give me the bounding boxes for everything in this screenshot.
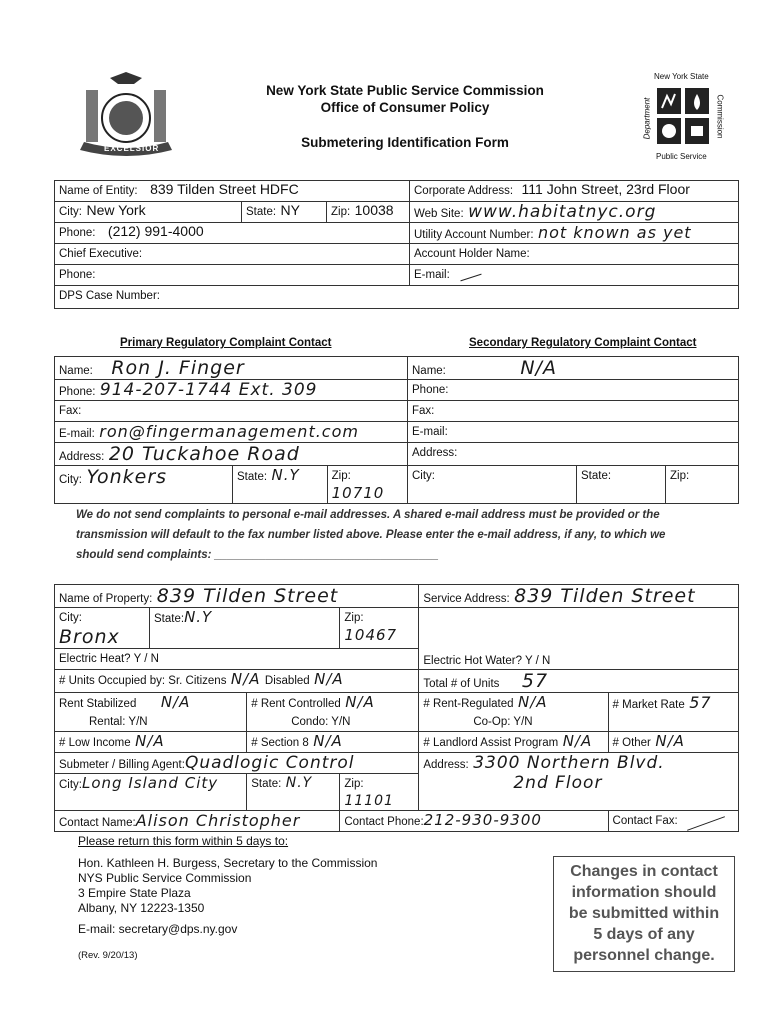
primary-contact-title: Primary Regulatory Complaint Contact <box>120 337 332 349</box>
agent-address-line2[interactable]: 2nd Floor <box>513 773 603 793</box>
seal-motto: EXCELSIOR <box>104 144 160 153</box>
rent-regulated[interactable]: N/A <box>517 693 548 711</box>
account-holder-label: Account Holder Name: <box>414 248 530 260</box>
primary-phone[interactable]: 914-207-1744 Ext. 309 <box>99 380 318 400</box>
primary-state[interactable]: N.Y <box>271 466 300 484</box>
entity-name[interactable]: 839 Tilden Street HDFC <box>150 181 299 197</box>
primary-name[interactable]: Ron J. Finger <box>111 357 245 379</box>
low-income[interactable]: N/A <box>135 732 165 750</box>
chief-executive-label: Chief Executive: <box>59 248 143 260</box>
property-city[interactable]: Bronx <box>59 626 120 648</box>
condo-yn[interactable]: Condo: Y/N <box>291 716 351 728</box>
entity-phone[interactable]: (212) 991-4000 <box>107 223 204 239</box>
agent-zip[interactable]: 11101 <box>344 793 394 809</box>
coop-yn[interactable]: Co-Op: Y/N <box>473 716 533 728</box>
notice-text: We do not send complaints to personal e-mail addresses. A shared e-mail address must be provided or the transmission will default to the fax number listed above. Please enter the e-mail address, if any, to which we should send complaints: ___________________________________ <box>76 509 666 561</box>
agent-address-line1[interactable]: 3300 Northern Blvd. <box>473 753 665 773</box>
entity-table: Name of Entity: 839 Tilden Street HDFC Corporate Address: 111 John Street, 23rd Floor City: New York State: NY Zip: 10038 Web Site: www.habitatnyc.org Phone: (212) 991-4000 Utility Account Number: not known as yet Chief Executive: Account Holder Name: Phone: E-mail: DPS Case Number: <box>54 180 739 309</box>
rent-stabilized[interactable]: N/A <box>160 693 191 711</box>
total-units[interactable]: 57 <box>521 670 549 692</box>
billing-agent[interactable]: Quadlogic Control <box>184 753 355 773</box>
other-count[interactable]: N/A <box>655 732 685 750</box>
entity-email-label: E-mail: <box>414 269 450 281</box>
office-title: Office of Consumer Policy <box>320 100 490 115</box>
rental-yn[interactable]: Rental: Y/N <box>89 716 148 728</box>
email-dash <box>461 274 482 282</box>
property-zip[interactable]: 10467 <box>344 626 398 644</box>
landlord-assist[interactable]: N/A <box>562 732 593 750</box>
property-name[interactable]: 839 Tilden Street <box>156 585 339 607</box>
phone2-label: Phone: <box>59 269 96 281</box>
entity-state[interactable]: NY <box>280 202 300 218</box>
contacts-table: Name: Ron J. Finger Name: N/A Phone: 914-207-1744 Ext. 309 Phone: Fax: Fax: E-mail: ron@fingermanagement.com E-mail: Address: 20 Tuckahoe Road Address: City: Yonkers State: N.Y Zip: 10710 City: State: Zip: <box>54 356 739 504</box>
market-rate[interactable]: 57 <box>689 693 712 712</box>
fax-dash <box>687 816 725 831</box>
entity-website[interactable]: www.habitatnyc.org <box>468 202 657 222</box>
service-address[interactable]: 839 Tilden Street <box>514 585 696 607</box>
change-notice-box: Changes in contact information should be submitted within 5 days of any personnel change. <box>553 856 735 972</box>
property-table: Name of Property: 839 Tilden Street Service Address: 839 Tilden Street City: Bronx State:N.Y Zip: 10467 Electric Hot Water? Y / N Electric Heat? Y / N # Units Occupied by: Sr. Citizens N/A Disabled N/A Total # of Units 57 Rent Stabilized N/A Rental: Y/N # Rent Controlled N/A Condo: Y/N # Rent-Regulated N/A Co-Op: Y/N # Market Rate 57 # Low Income N/A # Section 8 N/A # Landlord Assist Program N/A # Other N/A Submeter / Billing Agent:Quadlogic Control Address: 3300 Northern Blvd. 2nd Floor City:Long Island City State: N.Y Zip: 11101 Contact Name:Alison Christopher Contact Phone:212-930-9300 Contact Fax: <box>54 584 739 832</box>
entity-city[interactable]: New York <box>86 202 146 218</box>
mailing-address: Hon. Kathleen H. Burgess, Secretary to the Commission NYS Public Service Commission 3 Empire State Plaza Albany, NY 12223-1350 <box>78 856 378 915</box>
primary-email[interactable]: ron@fingermanagement.com <box>99 422 359 441</box>
state-seal <box>72 70 180 162</box>
dps-logo: New York State Department Commission Public Service <box>642 72 725 161</box>
secretary-email: E-mail: secretary@dps.ny.gov <box>78 922 238 936</box>
electric-heat[interactable]: Electric Heat? Y / N <box>59 653 159 665</box>
utility-account[interactable]: not known as yet <box>537 223 692 242</box>
electric-hot-water[interactable]: Electric Hot Water? Y / N <box>423 655 551 667</box>
commission-title: New York State Public Service Commission <box>266 83 544 98</box>
entity-zip[interactable]: 10038 <box>354 202 394 218</box>
rent-controlled[interactable]: N/A <box>345 693 375 711</box>
form-title: Submetering Identification Form <box>301 135 509 150</box>
primary-zip[interactable]: 10710 <box>331 484 385 502</box>
secondary-contact-title: Secondary Regulatory Complaint Contact <box>469 337 697 349</box>
return-instructions: Please return this form within 5 days to: <box>78 834 289 848</box>
section-8[interactable]: N/A <box>313 732 343 750</box>
primary-city[interactable]: Yonkers <box>86 466 168 488</box>
dps-case-label: DPS Case Number: <box>59 290 160 302</box>
revision-date: (Rev. 9/20/13) <box>78 950 138 961</box>
contact-name[interactable]: Alison Christopher <box>135 811 301 830</box>
primary-address[interactable]: 20 Tuckahoe Road <box>108 443 300 465</box>
units-sr-citizens[interactable]: N/A <box>230 670 261 688</box>
agent-city[interactable]: Long Island City <box>82 774 219 792</box>
corporate-address[interactable]: 111 John Street, 23rd Floor <box>521 181 690 197</box>
units-disabled[interactable]: N/A <box>314 670 344 688</box>
secondary-name[interactable]: N/A <box>520 357 557 379</box>
property-state[interactable]: N.Y <box>184 608 213 626</box>
contact-phone[interactable]: 212-930-9300 <box>423 811 542 829</box>
agent-state[interactable]: N.Y <box>285 775 313 791</box>
